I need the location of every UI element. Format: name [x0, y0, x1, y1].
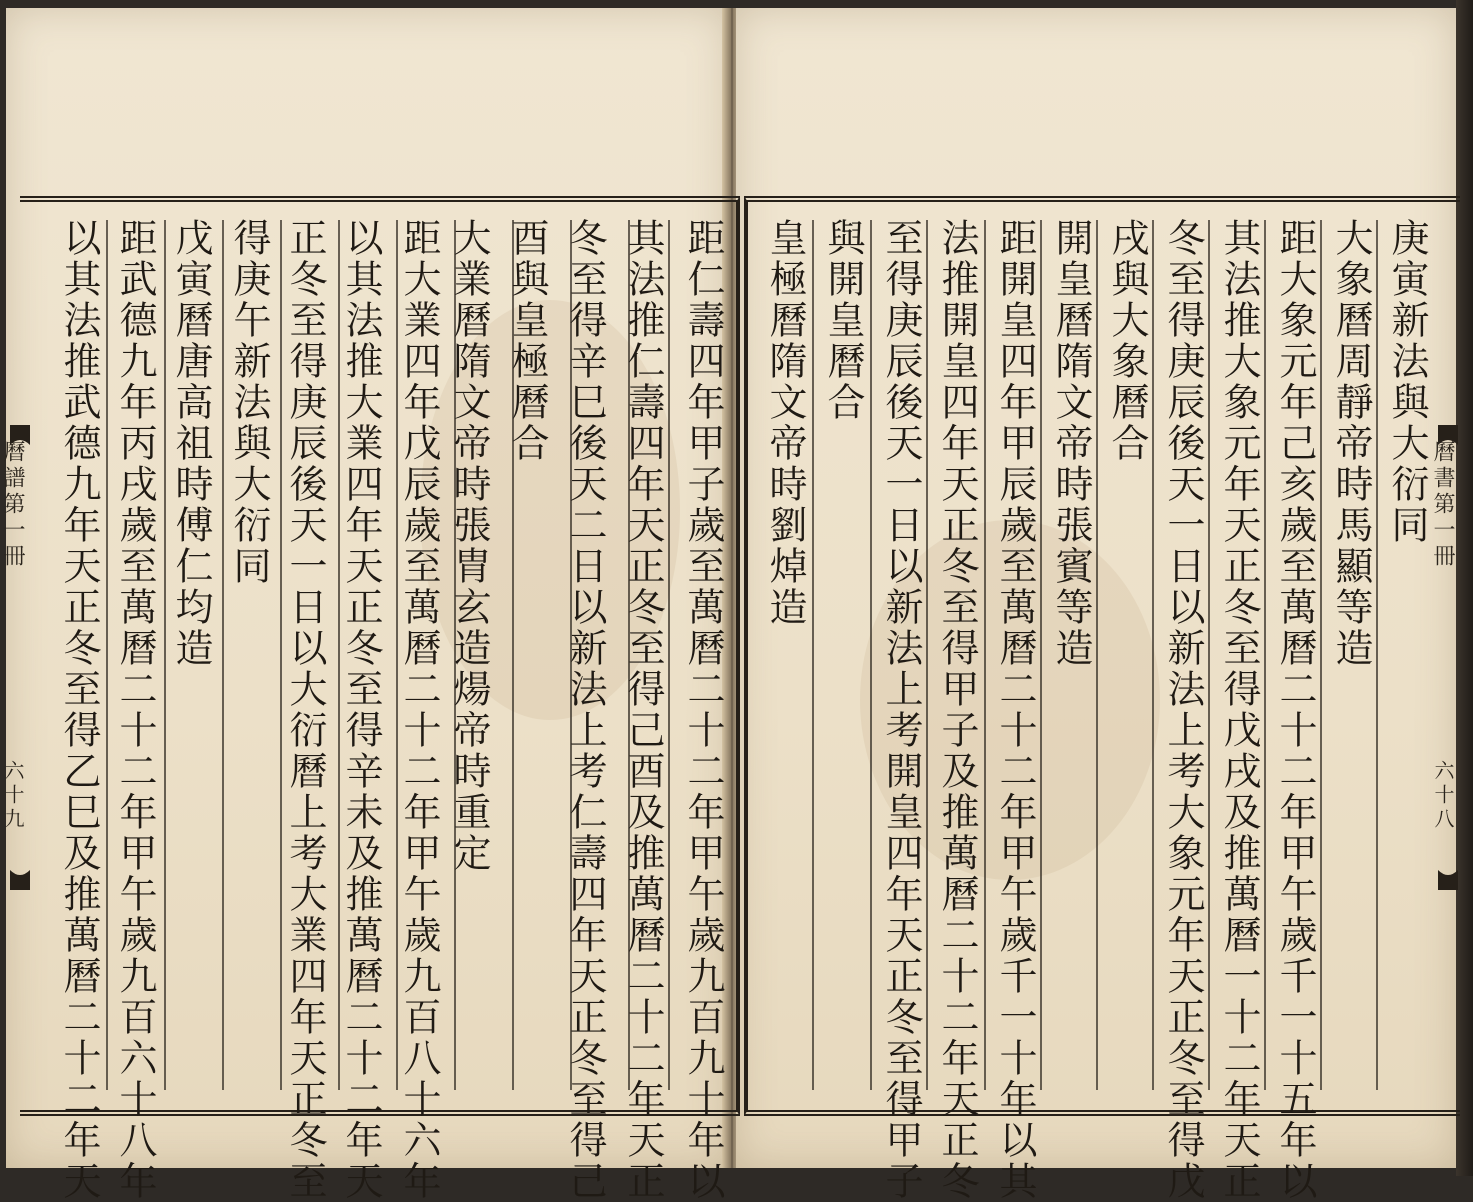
text-column: 距仁壽四年甲子歲至萬曆二十二年甲午歲九百九十年以 [681, 218, 725, 1202]
text-column: 皇極曆隋文帝時劉焯造 [763, 218, 807, 628]
column-rule [984, 220, 986, 1090]
text-column: 大象曆周靜帝時馬顯等造 [1329, 218, 1373, 669]
text-column: 得庚午新法與大衍同 [227, 218, 271, 587]
left-edge-title: 曆譜第一冊 [0, 440, 25, 570]
text-column: 庚寅新法與大衍同 [1385, 218, 1429, 546]
fishtail-mark-icon [10, 850, 30, 890]
text-column: 戊寅曆唐高祖時傅仁均造 [169, 218, 213, 669]
text-column: 以其法推大業四年天正冬至得辛未及推萬曆二十二年天 [339, 218, 383, 1202]
text-column: 冬至得辛巳後天二日以新法上考仁壽四年天正冬至得己 [563, 218, 607, 1202]
left-edge-page-number: 六十九 [1, 760, 25, 832]
right-edge-page-number: 六十八 [1431, 760, 1455, 832]
fishtail-mark-icon [1438, 425, 1458, 465]
column-rule [870, 220, 872, 1090]
text-column: 距開皇四年甲辰歲至萬曆二十二年甲午歲千一十年以其 [993, 218, 1037, 1202]
text-column: 與開皇曆合 [821, 218, 865, 423]
text-column: 酉與皇極曆合 [505, 218, 549, 464]
text-column: 冬至得庚辰後天一日以新法上考大象元年天正冬至得戊 [1161, 218, 1205, 1202]
text-column: 法推開皇四年天正冬至得甲子及推萬曆二十二年天正冬 [935, 218, 979, 1202]
fishtail-mark-icon [10, 425, 30, 465]
text-column: 至得庚辰後天一日以新法上考開皇四年天正冬至得甲子 [879, 218, 923, 1202]
text-column: 以其法推武德九年天正冬至得乙巳及推萬曆二十二年天 [57, 218, 101, 1202]
text-column: 距武德九年丙戌歲至萬曆二十二年甲午歲九百六十八年 [113, 218, 157, 1202]
text-column: 距大象元年己亥歲至萬曆二十二年甲午歲千一十五年以 [1273, 218, 1317, 1202]
text-column: 其法推仁壽四年天正冬至得己酉及推萬曆二十二年天正 [621, 218, 665, 1202]
column-rule [812, 220, 814, 1090]
right-edge-title: 曆書第一冊 [1430, 440, 1455, 570]
text-column: 開皇曆隋文帝時張賓等造 [1049, 218, 1093, 669]
fishtail-mark-icon [1438, 850, 1458, 890]
text-column: 其法推大象元年天正冬至得戊戌及推萬曆一十二年天正 [1217, 218, 1261, 1202]
text-column: 正冬至得庚辰後天一日以大衍曆上考大業四年天正冬至 [283, 218, 327, 1202]
text-column: 大業曆隋文帝時張胄玄造煬帝時重定 [447, 218, 491, 874]
text-column: 戌與大象曆合 [1105, 218, 1149, 464]
text-column: 距大業四年戊辰歲至萬曆二十二年甲午歲九百八十六年 [397, 218, 441, 1202]
